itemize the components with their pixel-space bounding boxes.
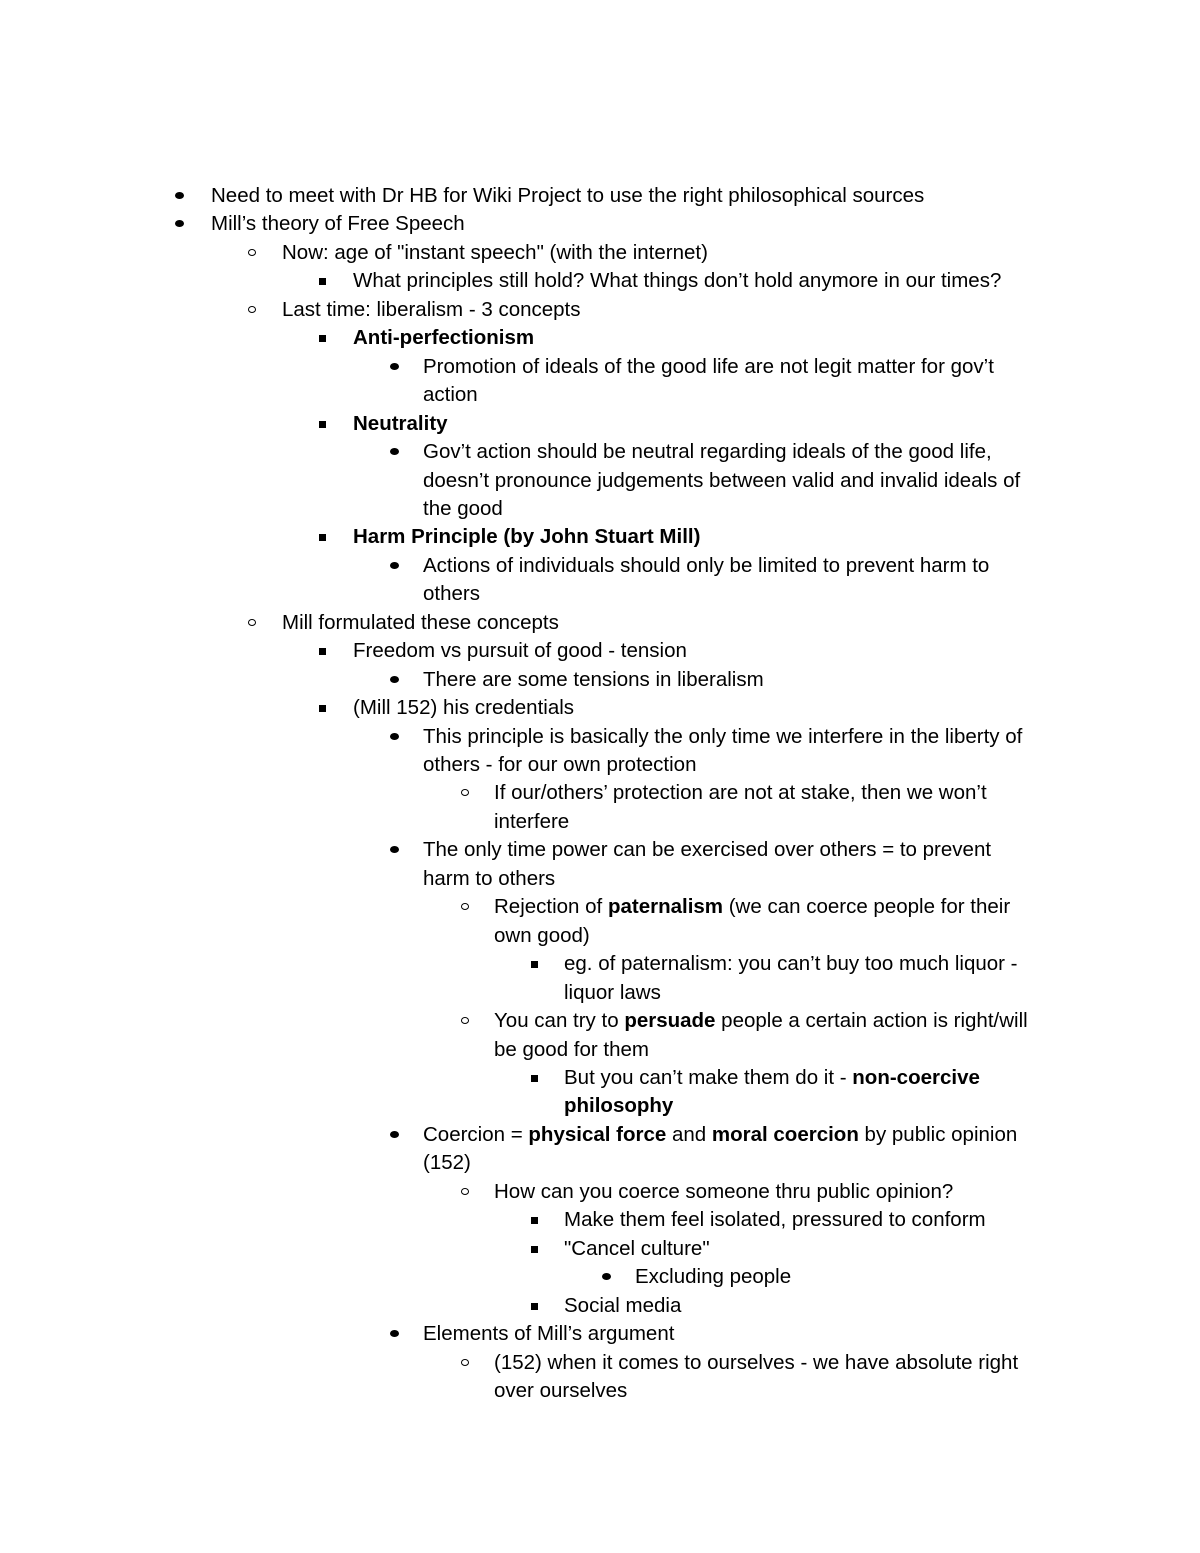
square-bullet-icon	[318, 324, 330, 352]
note-text	[423, 381, 478, 409]
note-text	[423, 751, 696, 779]
circle-bullet-icon	[247, 609, 259, 637]
square-bullet-icon	[530, 1292, 542, 1320]
text-run: others	[423, 582, 480, 606]
note-text	[282, 609, 559, 637]
text-run: Need to meet with Dr HB for Wiki Project to use the right philosophical sources	[211, 184, 925, 207]
note-text	[494, 922, 590, 950]
text-run: Mill formulated these concepts	[282, 610, 559, 634]
text-run: action	[423, 383, 478, 407]
square-bullet-icon	[318, 410, 330, 438]
note-text	[353, 267, 1001, 295]
text-run: Promotion of ideals of the good life are not legit matter for gov’t	[423, 354, 994, 378]
note-text	[423, 666, 764, 694]
bold-term: non-coercive	[852, 1065, 980, 1089]
bold-term: persuade	[624, 1009, 716, 1032]
text-run: own good)	[494, 923, 590, 947]
bold-term: Harm Principle (by John Stuart Mill)	[353, 525, 701, 549]
disc-bullet-icon	[174, 210, 186, 238]
note-text	[423, 552, 989, 580]
note-text	[423, 1121, 1017, 1149]
text-run: Excluding people	[635, 1265, 792, 1289]
disc-bullet-icon	[174, 182, 186, 210]
circle-bullet-icon	[460, 779, 472, 807]
note-text	[353, 410, 448, 438]
disc-bullet-icon	[389, 666, 401, 694]
text-run: "Cancel culture"	[564, 1236, 710, 1260]
text-run: over ourselves	[494, 1378, 628, 1402]
text-run: How can you coerce someone thru public opinion?	[494, 1179, 954, 1203]
note-text	[564, 1064, 980, 1092]
text-run: by public opinion	[858, 1122, 1018, 1146]
square-bullet-icon	[530, 1206, 542, 1234]
text-run: Now: age of "instant speech" (with the internet)	[282, 240, 708, 264]
text-run: But you can’t make them do it -	[564, 1065, 853, 1089]
note-text	[423, 865, 555, 893]
square-bullet-icon	[318, 637, 330, 665]
disc-bullet-icon	[389, 723, 401, 751]
note-text	[494, 893, 1010, 921]
text-run: Mill’s theory of Free Speech	[211, 212, 465, 236]
disc-bullet-icon	[389, 438, 401, 466]
disc-bullet-icon	[389, 1121, 401, 1149]
note-text	[423, 723, 1022, 751]
text-run: doesn’t pronounce judgements between valid and invalid ideals of	[423, 468, 1021, 492]
bold-term: Anti-perfectionism	[353, 326, 535, 350]
note-text	[494, 808, 569, 836]
text-run: What principles still hold? What things don’t hold anymore in our times?	[353, 269, 1002, 293]
disc-bullet-icon	[389, 552, 401, 580]
text-run: (152)	[423, 1151, 471, 1175]
text-run: The only time power can be exercised over others = to prevent	[423, 838, 992, 862]
circle-bullet-icon	[460, 1178, 472, 1206]
square-bullet-icon	[530, 1064, 542, 1092]
text-run: and	[666, 1122, 712, 1146]
note-text	[564, 1092, 673, 1120]
note-text	[353, 694, 574, 722]
note-text	[423, 353, 994, 381]
note-text	[423, 467, 1020, 495]
note-text	[494, 1036, 649, 1064]
text-run: people a certain action is right/will	[715, 1009, 1028, 1032]
text-run: Make them feel isolated, pressured to conform	[564, 1208, 986, 1232]
note-text	[423, 438, 992, 466]
disc-bullet-icon	[389, 353, 401, 381]
text-run: the good	[423, 496, 503, 520]
bold-term: Neutrality	[353, 411, 448, 435]
disc-bullet-icon	[601, 1263, 613, 1291]
square-bullet-icon	[318, 694, 330, 722]
note-text	[423, 580, 480, 608]
square-bullet-icon	[318, 267, 330, 295]
square-bullet-icon	[530, 950, 542, 978]
text-run: liquor laws	[564, 980, 661, 1004]
note-text	[564, 1292, 681, 1320]
circle-bullet-icon	[247, 239, 259, 267]
note-text	[635, 1263, 791, 1291]
disc-bullet-icon	[389, 836, 401, 864]
note-text	[564, 950, 1018, 978]
square-bullet-icon	[530, 1235, 542, 1263]
text-run: interfere	[494, 809, 570, 833]
note-text	[282, 296, 581, 324]
bold-term: paternalism	[607, 895, 724, 919]
note-text	[494, 1349, 1018, 1377]
text-run: Social media	[564, 1293, 682, 1317]
circle-bullet-icon	[247, 296, 259, 324]
text-run: eg. of paternalism: you can’t buy too much liquor -	[564, 952, 1018, 976]
text-run: Rejection of	[494, 895, 608, 919]
note-text	[494, 1178, 953, 1206]
note-text	[564, 1206, 986, 1234]
note-text	[353, 637, 687, 665]
circle-bullet-icon	[460, 1349, 472, 1377]
text-run: Elements of Mill’s argument	[423, 1322, 675, 1345]
text-run: Freedom vs pursuit of good - tension	[353, 639, 687, 663]
text-run: You can try to	[494, 1009, 625, 1032]
disc-bullet-icon	[389, 1320, 401, 1348]
note-text	[494, 779, 987, 807]
text-run: Last time: liberalism - 3 concepts	[282, 297, 581, 321]
text-run: Coercion =	[423, 1122, 529, 1146]
text-run: Actions of individuals should only be limited to prevent harm to	[423, 553, 990, 577]
text-run: (Mill 152) his credentials	[353, 696, 575, 720]
text-run: (we can coerce people for their	[723, 895, 1011, 919]
note-text	[423, 836, 991, 864]
circle-bullet-icon	[460, 1007, 472, 1035]
note-text	[353, 324, 534, 352]
text-run: harm to others	[423, 866, 556, 890]
text-run: Gov’t action should be neutral regarding ideals of the good life,	[423, 440, 992, 464]
note-text	[564, 1235, 710, 1263]
note-text	[282, 239, 708, 267]
square-bullet-icon	[318, 523, 330, 551]
note-text	[423, 495, 503, 523]
text-run: This principle is basically the only time we interfere in the liberty of	[423, 724, 1023, 748]
note-text	[494, 1007, 1028, 1035]
bold-term: philosophy	[564, 1094, 674, 1118]
circle-bullet-icon	[460, 893, 472, 921]
note-text	[353, 523, 700, 551]
note-text	[211, 210, 465, 238]
text-run: be good for them	[494, 1037, 649, 1061]
bold-term: physical force	[528, 1122, 667, 1146]
note-text	[564, 979, 661, 1007]
note-text	[211, 182, 924, 210]
text-run: others - for our own protection	[423, 753, 697, 776]
note-text	[423, 1149, 471, 1177]
text-run: If our/others’ protection are not at stake, then we won’t	[494, 781, 987, 805]
note-text	[423, 1320, 674, 1348]
text-run: There are some tensions in liberalism	[423, 667, 764, 691]
bold-term: moral coercion	[711, 1122, 859, 1146]
note-text	[494, 1377, 627, 1405]
text-run: (152) when it comes to ourselves - we have absolute right	[494, 1350, 1019, 1374]
